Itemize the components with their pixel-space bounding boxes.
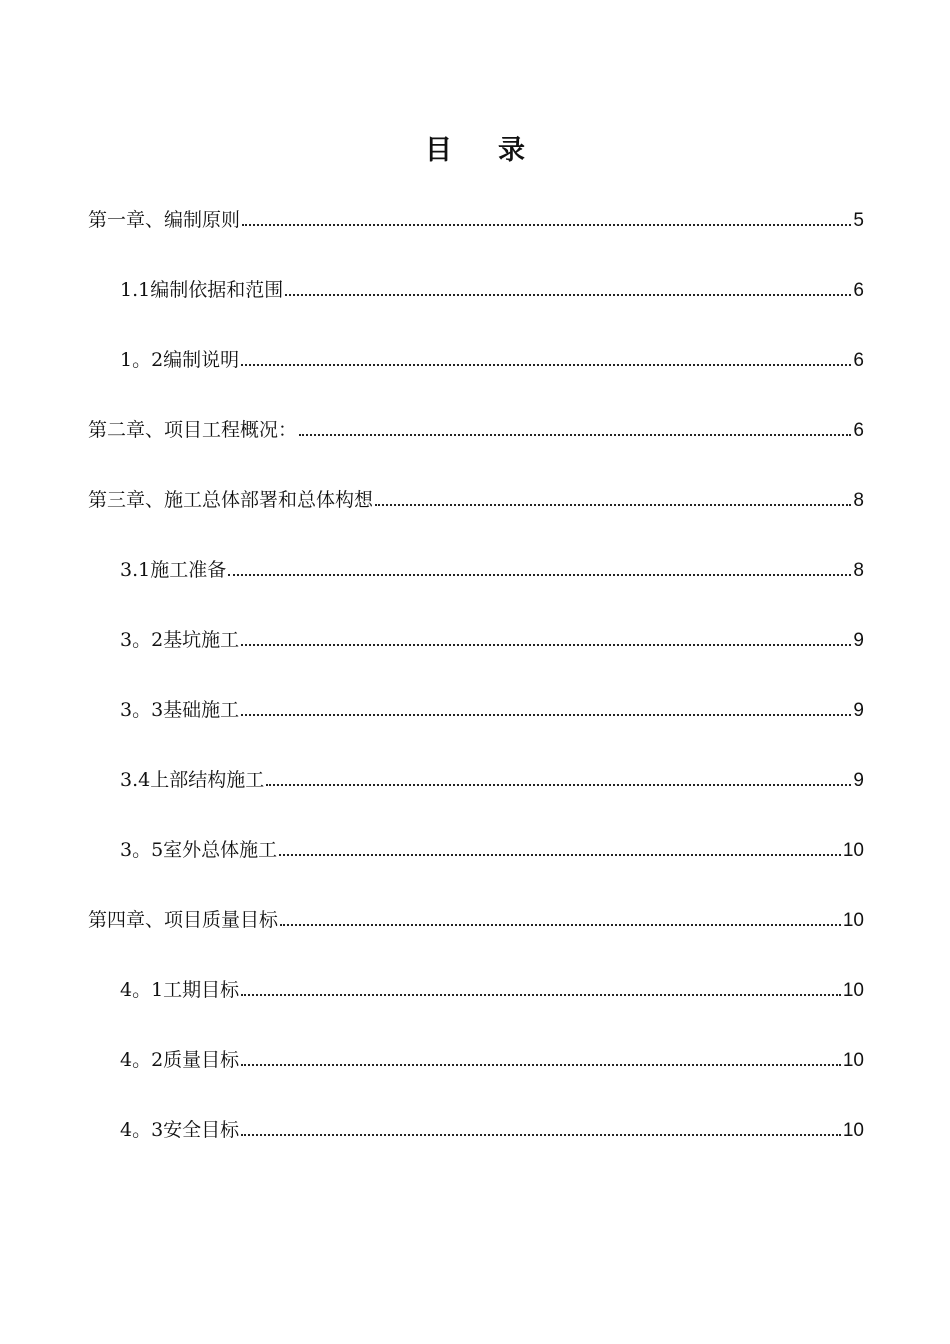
toc-title-char-2: 录 — [498, 135, 525, 166]
toc-title — [0, 128, 950, 167]
toc-entry-label: 第三章、施工总体部署和总体构想 — [88, 489, 374, 511]
toc-entry-page: 10 — [842, 910, 864, 931]
toc-entry-chapter-3[interactable] — [88, 468, 864, 538]
toc-entry-label: 第四章、项目质量目标 — [88, 909, 279, 931]
toc-entry-3-4[interactable] — [88, 748, 864, 818]
toc-entry-4-2[interactable] — [88, 1028, 864, 1098]
toc-dot-leader — [266, 784, 851, 786]
toc-entry-page: 10 — [842, 1120, 864, 1141]
toc-entry-3-3[interactable] — [88, 678, 864, 748]
toc-entry-label: 3。3基础施工 — [120, 699, 240, 721]
toc-entry-label: 第一章、编制原则 — [88, 209, 241, 231]
toc-entry-label: 3。5室外总体施工 — [120, 839, 278, 861]
toc-entry-label: 第二章、项目工程概况： — [88, 419, 298, 441]
toc-entry-page: 6 — [853, 420, 864, 441]
toc-entry-3-2[interactable] — [88, 608, 864, 678]
toc-dot-leader — [241, 364, 851, 366]
toc-entry-page: 10 — [842, 1050, 864, 1071]
toc-entry-label: 1.1编制依据和范围 — [120, 279, 284, 301]
toc-entry-1-1[interactable] — [88, 258, 864, 328]
toc-entry-3-1[interactable] — [88, 538, 864, 608]
toc-entry-page: 10 — [842, 840, 864, 861]
toc-dot-leader — [241, 714, 851, 716]
toc-entry-chapter-2[interactable] — [88, 398, 864, 468]
toc-entry-1-2[interactable] — [88, 328, 864, 398]
toc-dot-leader — [241, 994, 841, 996]
toc-dot-leader — [241, 644, 851, 646]
toc-entry-label: 4。1工期目标 — [120, 979, 240, 1001]
toc-dot-leader — [375, 504, 851, 506]
toc-entry-4-1[interactable] — [88, 958, 864, 1028]
toc-dot-leader — [299, 434, 851, 436]
toc-dot-leader — [241, 1064, 841, 1066]
toc-entry-label: 3.1施工准备 — [120, 559, 227, 581]
toc-entry-page: 6 — [853, 350, 864, 371]
toc-entry-label: 1。2编制说明 — [120, 349, 240, 371]
toc-entry-page: 9 — [853, 630, 864, 651]
toc-entry-page: 6 — [853, 280, 864, 301]
toc-entry-label: 4。2质量目标 — [120, 1049, 240, 1071]
toc-dot-leader — [285, 294, 851, 296]
toc-entry-3-5[interactable] — [88, 818, 864, 888]
toc-entry-chapter-4[interactable] — [88, 888, 864, 958]
toc-dot-leader — [241, 1134, 841, 1136]
toc-entry-page: 10 — [842, 980, 864, 1001]
toc-entry-label: 3。2基坑施工 — [120, 629, 240, 651]
toc-dot-leader — [279, 854, 841, 856]
toc-entry-chapter-1[interactable] — [88, 188, 864, 258]
toc-entry-page: 9 — [853, 770, 864, 791]
toc-entry-page: 8 — [853, 560, 864, 581]
toc-entry-label: 3.4上部结构施工 — [120, 769, 265, 791]
toc-dot-leader — [242, 224, 851, 226]
toc-dot-leader — [280, 924, 841, 926]
toc-title-char-1: 目 — [425, 135, 452, 166]
table-of-contents — [88, 188, 864, 1168]
toc-entry-page: 5 — [853, 210, 864, 231]
toc-entry-4-3[interactable] — [88, 1098, 864, 1168]
toc-entry-page: 9 — [853, 700, 864, 721]
toc-entry-label: 4。3安全目标 — [120, 1119, 240, 1141]
toc-entry-page: 8 — [853, 490, 864, 511]
toc-dot-leader — [228, 574, 851, 576]
